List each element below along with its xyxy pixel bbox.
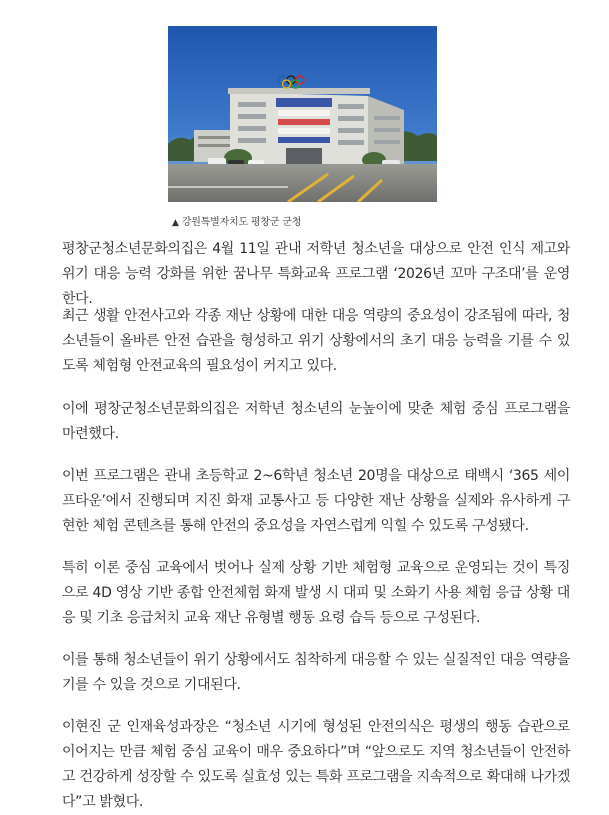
article-paragraph: 이번 프로그램은 관내 초등학교 2~6학년 청소년 20명을 대상으로 태백시 ‘365 세이프타운’에서 진행되며 지진 화재 교통사고 등 다양한 재난 상황을 실제와 유사하게 구현한 체험 콘텐츠를 통해 안전의 중요성을 자연스럽게 익힐 수 있도록 구성됐다. [62,468,570,534]
photo-caption [172,213,301,228]
article-paragraph: 이에 평창군청소년문화의집은 저학년 청소년의 눈높이에 맞춘 체험 중심 프로그램을 마련했다. [62,401,570,442]
article-photo [168,26,437,202]
article-paragraph: 평창군청소년문화의집은 4월 11일 관내 저학년 청소년을 대상으로 안전 인식 제고와 위기 대응 능력 강화를 위한 꿈나무 특화교육 프로그램 ‘2026년 꼬마 구조대’를 운영한다. [62,241,570,307]
government-building-photo [168,26,437,202]
article-paragraph: 이를 통해 청소년들이 위기 상황에서도 침착하게 대응할 수 있는 실질적인 대응 역량을 기를 수 있을 것으로 기대된다. [62,652,570,693]
article-paragraph: 이현진 군 인재육성과장은 “청소년 시기에 형성된 안전의식은 평생의 행동 습관으로 이어지는 만큼 체험 중심 교육이 매우 중요하다”며 “앞으로도 지역 청소년들이 안전하고 건강하게 성장할 수 있도록 실효성 있는 특화 프로그램을 지속적으로 확대해 나가겠다”고 밝혔다. [62,719,570,810]
caption-text: 강원특별자치도 평창군 군청 [181,217,302,228]
article-paragraph: 최근 생활 안전사고와 각종 재난 상황에 대한 대응 역량의 중요성이 강조됨에 따라, 청소년들이 올바른 안전 습관을 형성하고 위기 상황에서의 초기 대응 능력을 기를 수 있도록 체험형 안전교육의 필요성이 커지고 있다. [62,308,570,374]
caption-triangle-icon: ▲ [172,218,179,228]
article-paragraph: 특히 이론 중심 교육에서 벗어나 실제 상황 기반 체험형 교육으로 운영되는 것이 특징으로 4D 영상 기반 종합 안전체험 화재 발생 시 대피 및 소화기 사용 체험 응급 상황 대응 및 기초 응급처치 교육 재난 유형별 행동 요령 습득 등으로 구성된다. [62,560,570,626]
